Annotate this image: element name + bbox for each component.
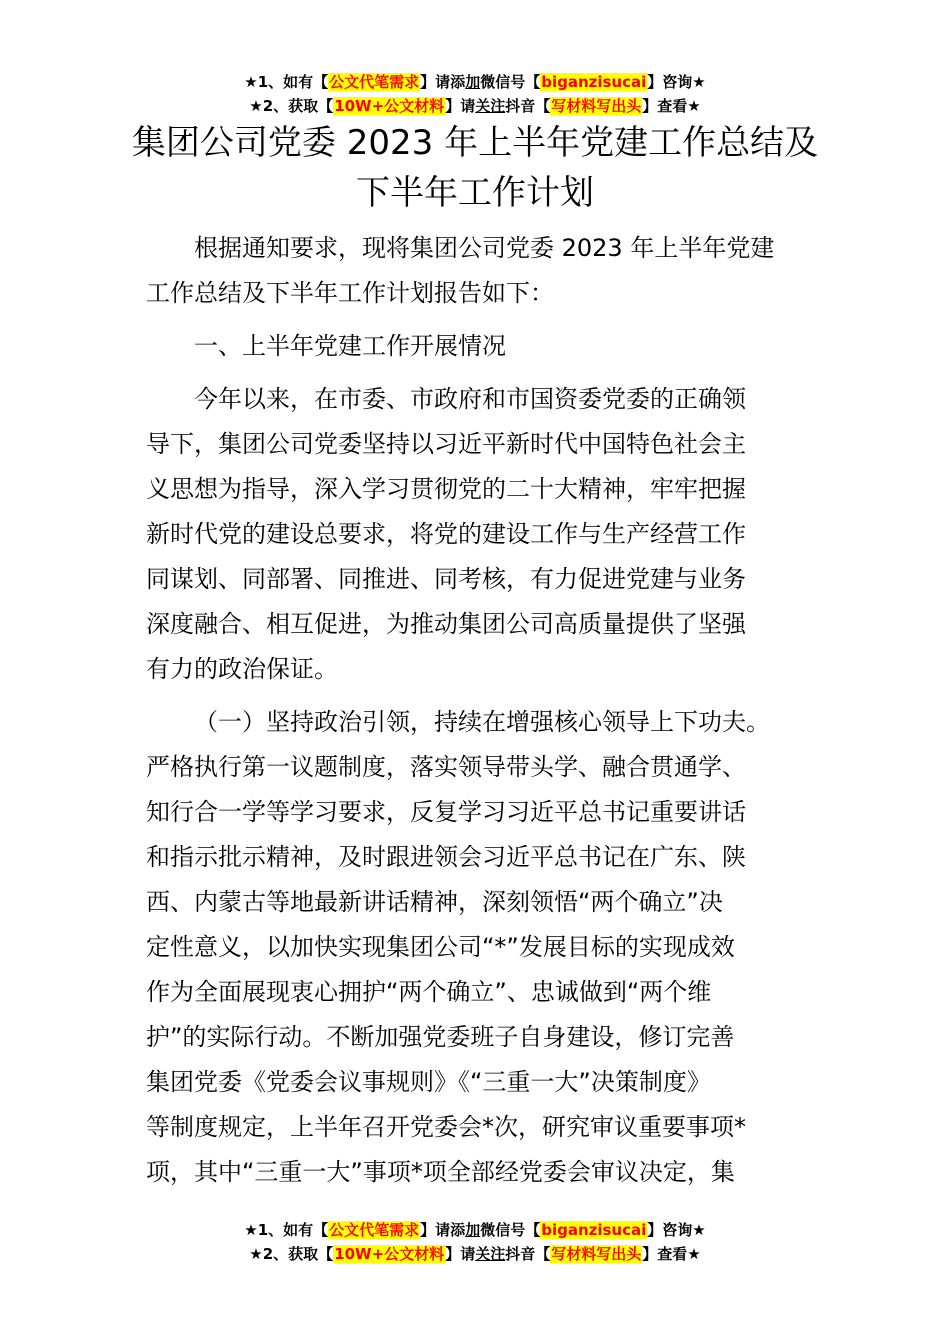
paragraph-line: 有力的政治保证。 xyxy=(146,655,338,683)
highlight-wechat-id: biganzisucai xyxy=(541,73,647,91)
banner-text: 抖音【 xyxy=(505,1245,551,1263)
highlight-materials: 10W+公文材料 xyxy=(334,1245,445,1263)
paragraph-line: 项，其中“三重一大”事项*项全部经党委会审议决定，集 xyxy=(146,1158,735,1186)
paragraph-line: 和指示批示精神，及时跟进领会习近平总书记在广东、陕 xyxy=(146,843,746,871)
banner-text: 抖音【 xyxy=(505,97,551,115)
banner-text: 】请 xyxy=(445,97,476,115)
document-body xyxy=(146,226,811,1195)
paragraph-line: 等制度规定，上半年召开党委会*次，研究审议重要事项* xyxy=(146,1113,746,1141)
paragraph-line: （一）坚持政治引领，持续在增强核心领导上下功夫。 xyxy=(194,708,770,736)
banner-text: 微信号【 xyxy=(480,1221,541,1239)
banner-line-1 xyxy=(0,70,950,94)
paragraph-line: 作为全面展现衷心拥护“两个确立”、忠诚做到“两个维 xyxy=(146,978,712,1006)
banner-emphasis: 关注 xyxy=(475,97,506,115)
paragraph-line: 义思想为指导，深入学习贯彻党的二十大精神，牢牢把握 xyxy=(146,475,746,503)
highlight-ghostwriting: 公文代笔需求 xyxy=(329,1221,420,1239)
banner-text: ★2、获取【 xyxy=(249,1245,334,1263)
banner-text: 】咨询★ xyxy=(647,1221,706,1239)
paragraph-line: 护”的实际行动。不断加强党委班子自身建设，修订完善 xyxy=(146,1023,735,1051)
banner-text: 】咨询★ xyxy=(647,73,706,91)
highlight-douyin: 写材料写出头 xyxy=(551,1245,642,1263)
highlight-douyin: 写材料写出头 xyxy=(551,97,642,115)
banner-text: ★1、如有【 xyxy=(244,73,329,91)
banner-emphasis: 加 xyxy=(465,1221,481,1239)
banner-text: 】请添 xyxy=(420,73,466,91)
title-line: 下半年工作计划 xyxy=(356,173,594,213)
paragraph-line: 深度融合、相互促进，为推动集团公司高质量提供了坚强 xyxy=(146,610,746,638)
banner-text: 】查看★ xyxy=(642,97,701,115)
banner-emphasis: 加 xyxy=(465,73,481,91)
highlight-ghostwriting: 公文代笔需求 xyxy=(329,73,420,91)
banner-text: 微信号【 xyxy=(480,73,541,91)
paragraph-line: 根据通知要求，现将集团公司党委 2023 年上半年党建 xyxy=(194,234,775,262)
highlight-materials: 10W+公文材料 xyxy=(334,97,445,115)
paragraph-line: 西、内蒙古等地最新讲话精神，深刻领悟“两个确立”决 xyxy=(146,888,723,916)
banner-text: ★1、如有【 xyxy=(244,1221,329,1239)
paragraph-line: 严格执行第一议题制度，落实领导带头学、融合贯通学、 xyxy=(146,753,746,781)
paragraph-line: 定性意义，以加快实现集团公司“*”发展目标的实现成效 xyxy=(146,933,735,961)
paragraph-line: 集团党委《党委会议事规则》《“三重一大”决策制度》 xyxy=(146,1068,711,1096)
section-heading: 一、上半年党建工作开展情况 xyxy=(194,332,506,360)
banner-emphasis: 关注 xyxy=(475,1245,506,1263)
paragraph-line: 知行合一学等学习要求，反复学习习近平总书记重要讲话 xyxy=(146,798,746,826)
banner-text: 】请添 xyxy=(420,1221,466,1239)
banner-line-1 xyxy=(0,1218,950,1242)
banner-line-2 xyxy=(0,1242,950,1266)
paragraph-line: 导下，集团公司党委坚持以习近平新时代中国特色社会主 xyxy=(146,430,746,458)
banner-text: ★2、获取【 xyxy=(249,97,334,115)
paragraph-line: 今年以来，在市委、市政府和市国资委党委的正确领 xyxy=(194,385,746,413)
banner-line-2 xyxy=(0,94,950,118)
highlight-wechat-id: biganzisucai xyxy=(541,1221,647,1239)
footer-banner xyxy=(0,1218,950,1266)
paragraph-line: 工作总结及下半年工作计划报告如下： xyxy=(146,279,554,307)
document-title xyxy=(0,118,950,218)
paragraph-line: 同谋划、同部署、同推进、同考核，有力促进党建与业务 xyxy=(146,565,746,593)
banner-text: 】查看★ xyxy=(642,1245,701,1263)
paragraph-line: 新时代党的建设总要求，将党的建设工作与生产经营工作 xyxy=(146,520,746,548)
title-line: 集团公司党委 2023 年上半年党建工作总结及 xyxy=(131,123,819,163)
banner-text: 】请 xyxy=(445,1245,476,1263)
header-banner xyxy=(0,70,950,118)
